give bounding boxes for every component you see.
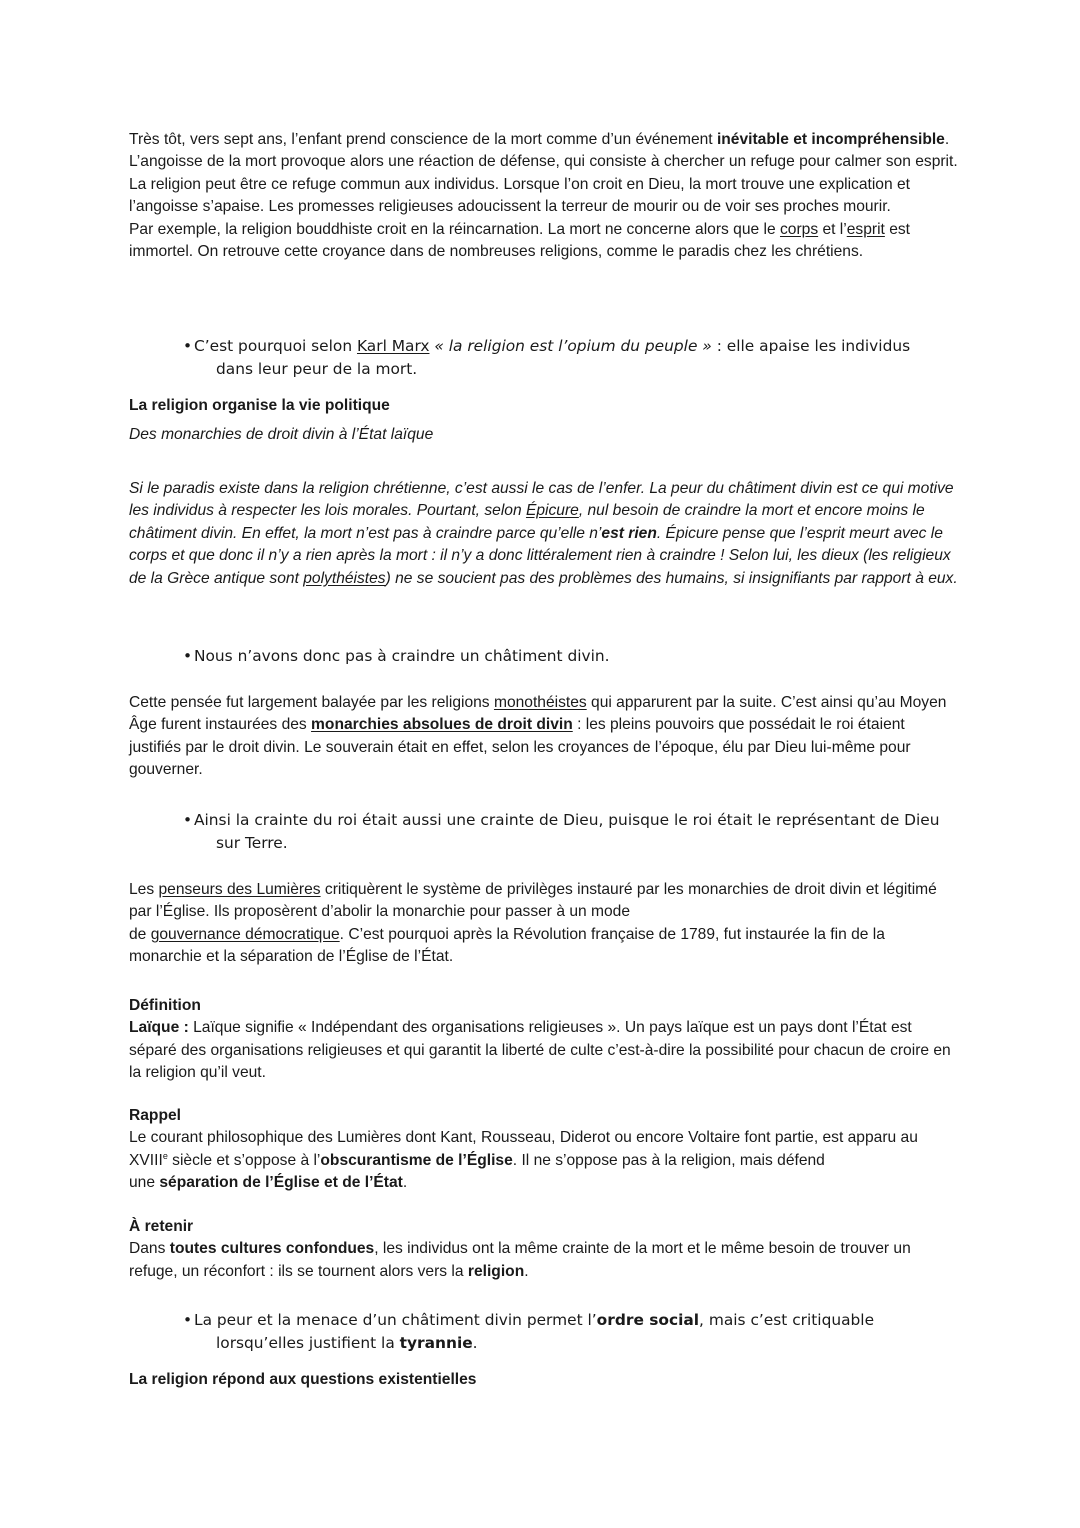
- definition-term: Laïque :: [129, 1019, 189, 1037]
- link-penseurs-lumieres: penseurs des Lumières: [158, 881, 321, 898]
- link-polytheistes: polythéistes: [303, 569, 386, 587]
- bullet-no-fear: • Nous n’avons donc pas à craindre un châtiment divin.: [183, 645, 963, 668]
- section-heading-politics: La religion organise la vie politique: [129, 397, 390, 414]
- retenir-box: À retenir Dans toutes cultures confondues, les individus ont la même crainte de la mort et le même besoin de trouver un refuge, un réconfort : ils se tournent alors vers la religion.: [129, 1218, 911, 1280]
- bullet-icon: •: [183, 647, 193, 665]
- link-esprit: esprit: [846, 220, 885, 238]
- definition-title: Définition: [129, 997, 201, 1014]
- paragraph-death-awareness: Très tôt, vers sept ans, l’enfant prend conscience de la mort comme d’un événement inévitable et incompréhensible. L’angoisse de la mort provoque alors une réaction de défense, qui consiste à chercher un refuge pour calmer son esprit. La religion peut être ce refuge commun aux individus. Lorsque l’on croit en Dieu, la mort trouve une explication et l’angoisse s’apaise. Les promesses religieuses adoucissent la terreur de mourir ou de voir ses proches mourir. Par exemple, la religion bouddhiste croit en la réincarnation. La mort ne concerne alors que le corps et l’esprit est immortel. On retrouve cette croyance dans de nombreuses religions, comme le paradis chez les chrétiens.: [129, 131, 958, 261]
- bold-inevitable: inévitable et incompréhensible: [716, 131, 945, 148]
- link-monotheistes: monothéistes: [493, 694, 587, 711]
- link-gouvernance: gouvernance démocratique: [150, 925, 340, 943]
- bullet-icon: •: [183, 337, 193, 355]
- bullet-social-order: • La peur et la menace d’un châtiment divin permet l’ordre social, mais c’est critiquable lorsqu’elles justifient la tyrannie.: [183, 1311, 875, 1352]
- paragraph-lumieres: Les penseurs des Lumières critiquèrent le système de privilèges instauré par les monarchies de droit divin et légitimé par l’Église. Ils proposèrent d’abolir la monarchie pour passer à un mode de gouvernance démocratique. C’est pourquoi après la Révolution française de 1789, fut instaurée la fin de la monarchie et la séparation de l’Église de l’État.: [129, 881, 937, 966]
- bullet-marx: • C’est pourquoi selon Karl Marx « la religion est l’opium du peuple » : elle apaise les individus dans leur peur de la mort.: [183, 337, 911, 378]
- bullet-icon: •: [183, 811, 193, 829]
- definition-box: Définition Laïque : Laïque signifie « Indépendant des organisations religieuses ». Un pays laïque est un pays dont l’État est séparé des organisations religieuses et qui garantit la liberté de culte c’est-à-dire la possibilité pour chacun de croire en la religion qu’il veut.: [129, 997, 951, 1082]
- subheading-monarchies: Des monarchies de droit divin à l’État laïque: [129, 426, 434, 443]
- rappel-box: Rappel Le courant philosophique des Lumières dont Kant, Rousseau, Diderot ou encore Voltaire font partie, est apparu au XVIIIe siècle et s’oppose à l’obscurantisme de l’Église. Il ne s’oppose pas à la religion, mais défend une séparation de l’Église et de l’État.: [129, 1107, 918, 1192]
- section-heading-existential: La religion répond aux questions existentielles: [129, 1371, 477, 1388]
- paragraph-epicure: Si le paradis existe dans la religion chrétienne, c’est aussi le cas de l’enfer. La peur du châtiment divin est ce qui motive les individus à respecter les lois morales. Pourtant, selon Épicure, nul besoin de craindre la mort et encore moins le châtiment divin. En effet, la mort n’est pas à craindre parce qu’elle n’est rien. Épicure pense que l’esprit meurt avec le corps et que donc il n’y a rien après la mort : il n’y a donc littéralement rien à craindre ! Selon lui, les dieux (les religieux de la Grèce antique sont polythéistes) ne se soucient pas des problèmes des humains, si insignifiants par rapport à eux.: [129, 480, 958, 587]
- link-corps: corps: [779, 220, 819, 238]
- retenir-title: À retenir: [129, 1218, 194, 1235]
- link-monarchies-absolues: monarchies absolues de droit divin: [311, 716, 573, 734]
- link-epicure: Épicure: [525, 502, 579, 520]
- paragraph-monotheism: Cette pensée fut largement balayée par les religions monothéistes qui apparurent par la suite. C’est ainsi qu’au Moyen Âge furent instaurées des monarchies absolues de droit divin : les pleins pouvoirs que possédait le roi étaient justifiés par le droit divin. Le souverain était en effet, selon les croyances de l’époque, élu par Dieu lui-même pour gouverner.: [129, 694, 947, 779]
- bullet-icon: •: [183, 1311, 193, 1329]
- bullet-king-fear: • Ainsi la crainte du roi était aussi une crainte de Dieu, puisque le roi était le représentant de Dieu sur Terre.: [183, 811, 940, 852]
- link-karl-marx: Karl Marx: [356, 337, 430, 355]
- rappel-title: Rappel: [129, 1107, 181, 1124]
